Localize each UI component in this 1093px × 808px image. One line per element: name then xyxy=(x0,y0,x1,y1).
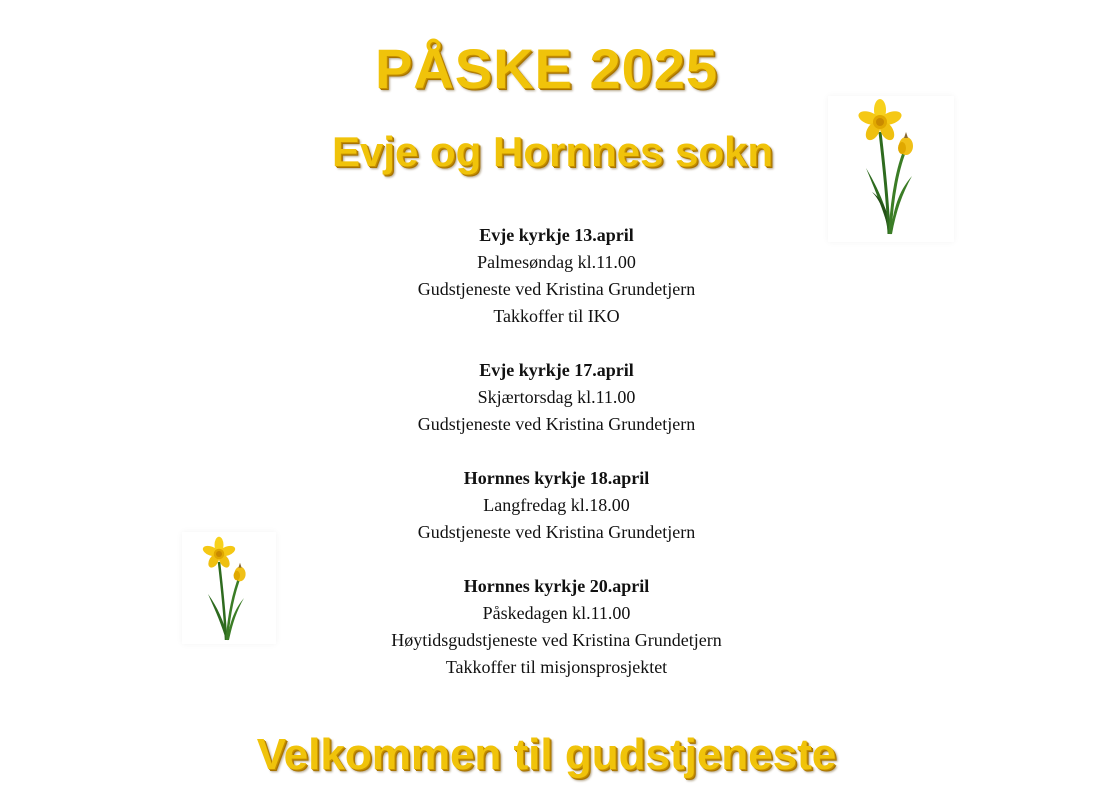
service-line: Høytidsgudstjeneste ved Kristina Grundetjern xyxy=(391,630,722,650)
service-block xyxy=(10,222,1093,330)
service-heading: Hornnes kyrkje 18.april xyxy=(463,468,650,488)
service-block xyxy=(10,465,1093,546)
service-heading: Evje kyrkje 17.april xyxy=(479,360,634,380)
service-heading: Hornnes kyrkje 20.april xyxy=(463,576,650,596)
daffodil-icon xyxy=(828,96,954,242)
service-line: Gudstjeneste ved Kristina Grundetjern xyxy=(417,414,696,434)
service-line: Påskedagen kl.11.00 xyxy=(482,603,631,623)
page-subtitle: Evje og Hornnes sokn xyxy=(331,128,774,175)
service-line: Gudstjeneste ved Kristina Grundetjern xyxy=(417,522,696,542)
page-title: PÅSKE 2025 xyxy=(374,37,719,100)
service-line: Langfredag kl.18.00 xyxy=(483,495,630,515)
service-heading: Evje kyrkje 13.april xyxy=(479,225,634,245)
service-line: Takkoffer til misjonsprosjektet xyxy=(445,657,668,677)
service-line: Gudstjeneste ved Kristina Grundetjern xyxy=(417,279,696,299)
service-block xyxy=(10,357,1093,438)
daffodil-icon xyxy=(182,532,276,644)
service-block xyxy=(10,573,1093,681)
service-schedule xyxy=(10,222,1093,708)
service-line: Skjærtorsdag kl.11.00 xyxy=(477,387,636,407)
service-line: Palmesøndag kl.11.00 xyxy=(477,252,636,272)
service-line: Takkoffer til IKO xyxy=(493,306,620,326)
welcome-footer: Velkommen til gudstjeneste xyxy=(256,730,837,779)
